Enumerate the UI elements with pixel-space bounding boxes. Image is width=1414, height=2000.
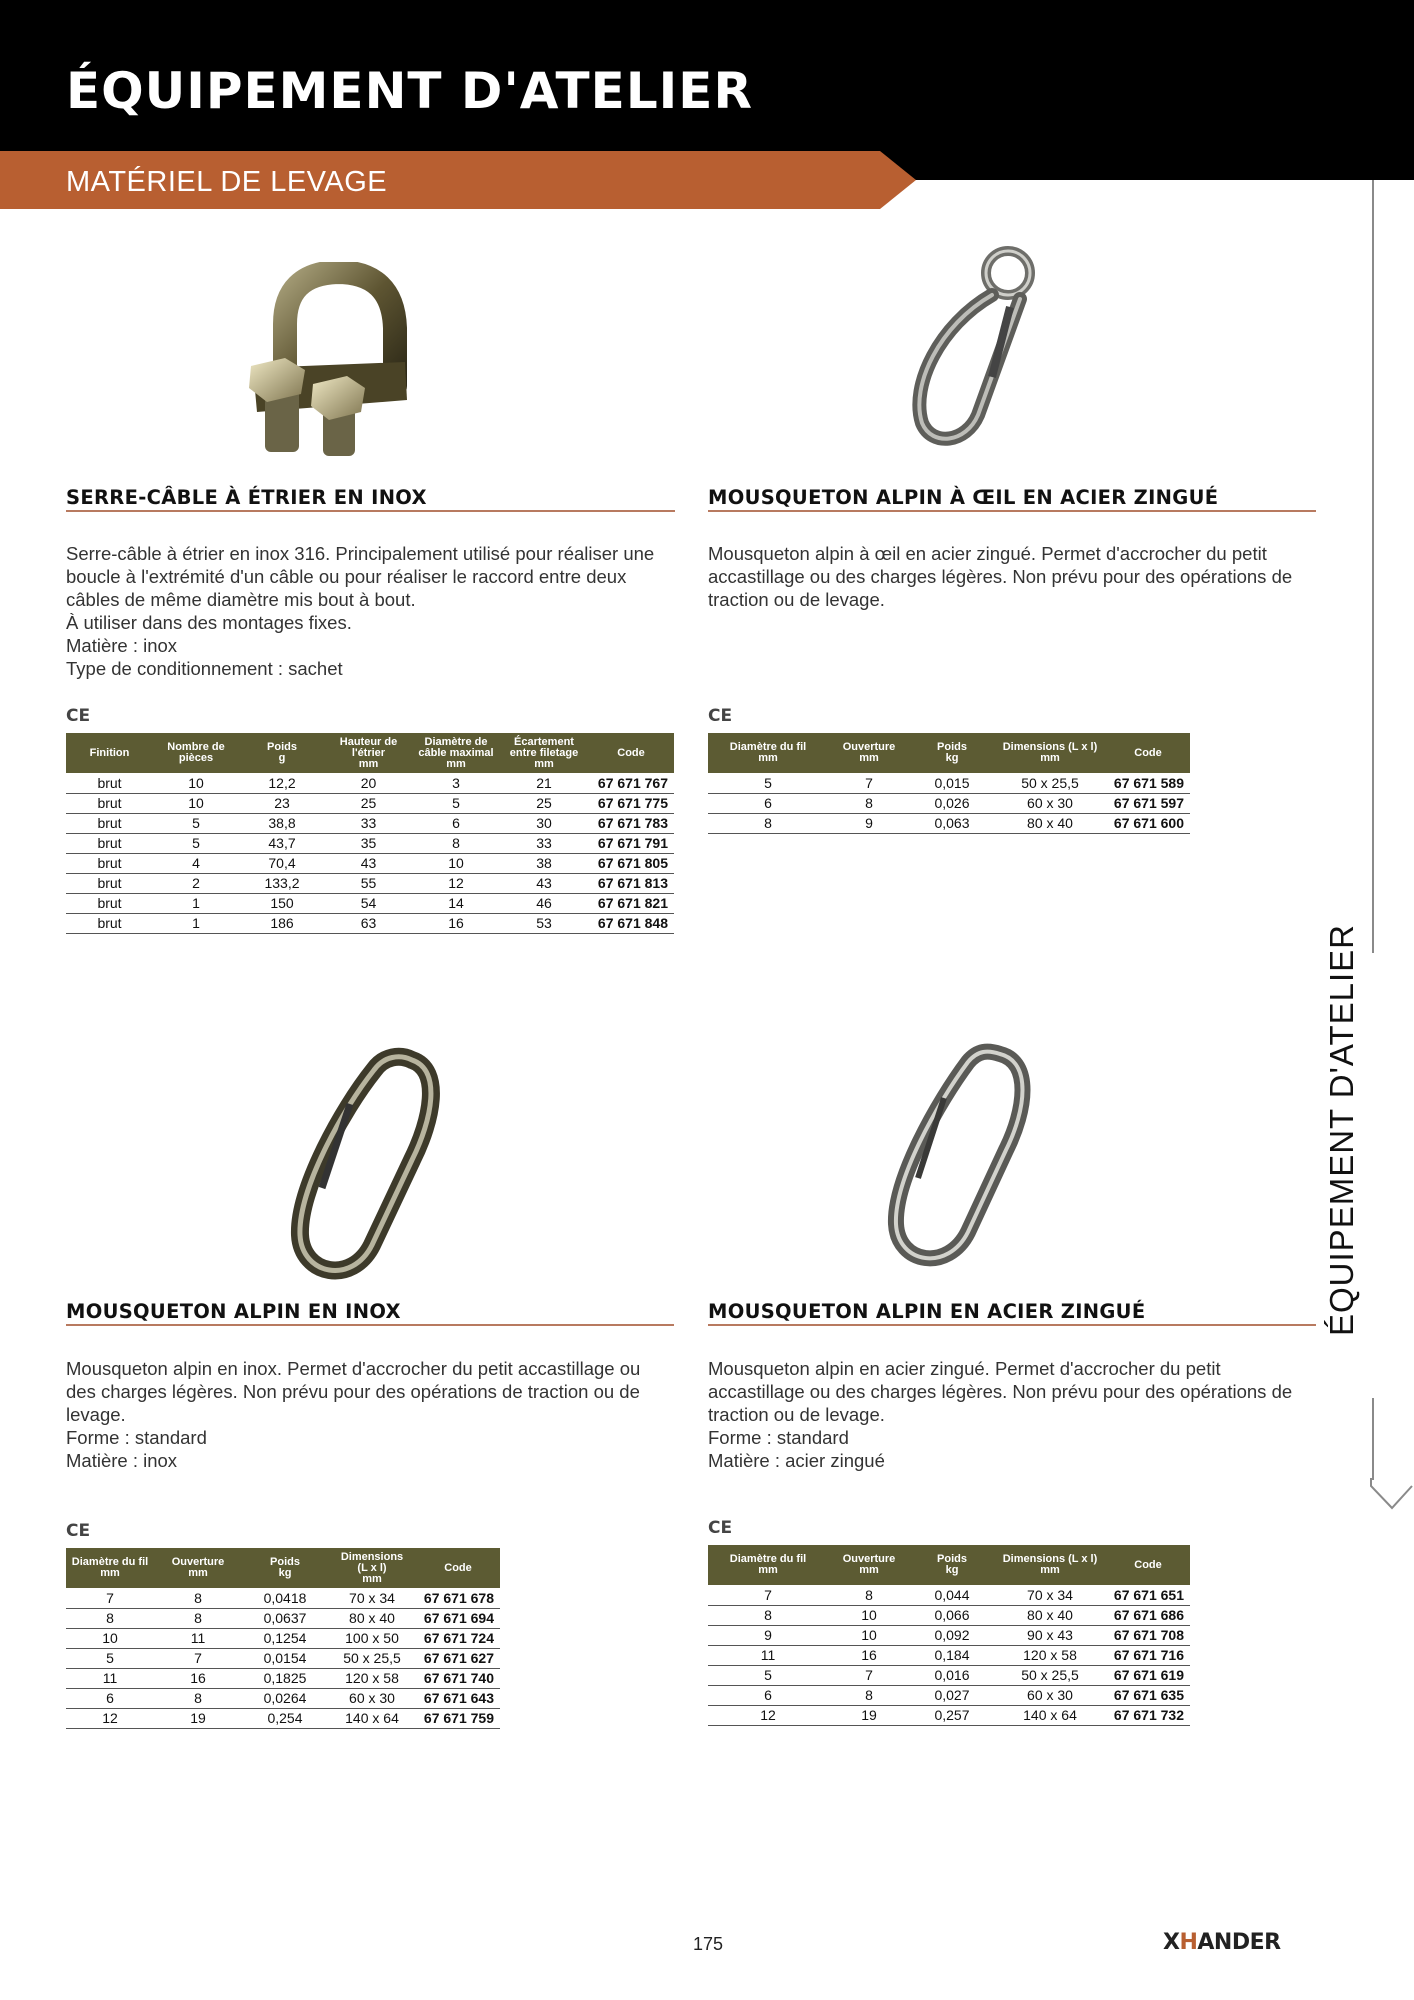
side-arrow-icon <box>1370 1478 1414 1514</box>
table-cell: 80 x 40 <box>994 813 1106 833</box>
table-cell: 4 <box>153 853 239 873</box>
table-cell: 60 x 30 <box>994 1685 1106 1705</box>
table-cell: brut <box>66 873 153 893</box>
column-header: Poids g <box>239 733 325 773</box>
description-line: Serre-câble à étrier en inox 316. Principalement utilisé pour réaliser une <box>66 543 655 564</box>
table-cell: 8 <box>828 793 910 813</box>
table-cell: 10 <box>153 793 239 813</box>
table-cell: 9 <box>708 1625 828 1645</box>
table-cell: 12 <box>66 1708 154 1728</box>
table-cell: 10 <box>828 1625 910 1645</box>
table-cell: 1 <box>153 893 239 913</box>
ce-mark: CE <box>66 706 91 726</box>
ce-mark: CE <box>66 1521 91 1541</box>
product-code: 67 671 791 <box>588 833 674 853</box>
column-header: Code <box>1106 1545 1190 1585</box>
table-cell: 7 <box>708 1585 828 1605</box>
table-cell: 19 <box>154 1708 242 1728</box>
table-row <box>66 1688 500 1708</box>
column-header: Diamètre de câble maximal mm <box>412 733 500 773</box>
spec-table <box>708 733 1190 834</box>
table-cell: 0,0637 <box>242 1608 328 1628</box>
table-cell: brut <box>66 893 153 913</box>
table-cell: brut <box>66 833 153 853</box>
product-code: 67 671 600 <box>1106 813 1190 833</box>
table-cell: 8 <box>154 1608 242 1628</box>
product-description <box>66 542 654 680</box>
table-cell: 0,257 <box>910 1705 994 1725</box>
table-cell: 8 <box>708 813 828 833</box>
description-line: accastillage ou des charges légères. Non prévu pour des opérations de <box>708 566 1293 587</box>
table-cell: 16 <box>154 1668 242 1688</box>
table-cell: 5 <box>708 1665 828 1685</box>
product-code: 67 671 821 <box>588 893 674 913</box>
product-title: MOUSQUETON ALPIN EN ACIER ZINGUÉ <box>708 1300 1146 1323</box>
table-row <box>66 813 674 833</box>
table-cell: 8 <box>66 1608 154 1628</box>
table-cell: 0,044 <box>910 1585 994 1605</box>
product-code: 67 671 732 <box>1106 1705 1190 1725</box>
title-rule <box>66 1324 674 1326</box>
description-line: Mousqueton alpin en acier zingué. Permet d'accrocher du petit <box>708 1358 1221 1379</box>
description-line: traction ou de levage. <box>708 589 885 610</box>
description-line: levage. <box>66 1404 126 1425</box>
table-row <box>66 1608 500 1628</box>
page-number: 175 <box>693 1934 724 1954</box>
column-header: Ouverture mm <box>828 1545 910 1585</box>
table-cell: 20 <box>325 773 412 793</box>
table-row <box>66 793 674 813</box>
table-cell: 0,092 <box>910 1625 994 1645</box>
table-row <box>708 1685 1190 1705</box>
table-cell: 46 <box>500 893 588 913</box>
product-code: 67 671 813 <box>588 873 674 893</box>
page-title: ÉQUIPEMENT D'ATELIER <box>66 62 753 120</box>
ce-mark: CE <box>708 706 733 726</box>
product-code: 67 671 643 <box>416 1688 500 1708</box>
product-code: 67 671 589 <box>1106 773 1190 793</box>
table-cell: brut <box>66 773 153 793</box>
table-cell: 35 <box>325 833 412 853</box>
table-cell: 6 <box>412 813 500 833</box>
product-code: 67 671 775 <box>588 793 674 813</box>
table-cell: 33 <box>325 813 412 833</box>
column-header: Écartement entre filetage mm <box>500 733 588 773</box>
spec-table <box>66 733 674 934</box>
table-cell: 38,8 <box>239 813 325 833</box>
description-line: Matière : inox <box>66 635 178 656</box>
table-row <box>66 853 674 873</box>
product-description <box>66 1357 640 1472</box>
table-row <box>708 1585 1190 1605</box>
product-title: MOUSQUETON ALPIN À ŒIL EN ACIER ZINGUÉ <box>708 486 1219 509</box>
table-cell: 0,0264 <box>242 1688 328 1708</box>
table-cell: 60 x 30 <box>994 793 1106 813</box>
column-header: Poids kg <box>910 733 994 773</box>
table-cell: 0,1825 <box>242 1668 328 1688</box>
table-cell: 133,2 <box>239 873 325 893</box>
table-row <box>66 1628 500 1648</box>
table-cell: 16 <box>412 913 500 933</box>
table-cell: 0,066 <box>910 1605 994 1625</box>
table-cell: 10 <box>153 773 239 793</box>
table-row <box>66 873 674 893</box>
table-cell: 55 <box>325 873 412 893</box>
table-cell: brut <box>66 853 153 873</box>
table-cell: 38 <box>500 853 588 873</box>
product-code: 67 671 678 <box>416 1588 500 1608</box>
table-cell: 43,7 <box>239 833 325 853</box>
table-cell: 8 <box>154 1688 242 1708</box>
table-row <box>66 893 674 913</box>
table-cell: 8 <box>828 1685 910 1705</box>
column-header: Diamètre du fil mm <box>66 1548 154 1588</box>
table-cell: 0,0418 <box>242 1588 328 1608</box>
table-cell: 2 <box>153 873 239 893</box>
table-cell: 7 <box>154 1648 242 1668</box>
product-description <box>708 1357 1292 1472</box>
column-header: Finition <box>66 733 153 773</box>
side-rule-bottom <box>1372 1398 1374 1480</box>
table-cell: 16 <box>828 1645 910 1665</box>
description-line: Forme : standard <box>66 1427 207 1448</box>
table-cell: 21 <box>500 773 588 793</box>
column-header: Ouverture mm <box>154 1548 242 1588</box>
column-header: Hauteur de l'étrier mm <box>325 733 412 773</box>
table-row <box>708 1705 1190 1725</box>
column-header: Dimensions (L x l) mm <box>994 733 1106 773</box>
table-cell: 0,016 <box>910 1665 994 1685</box>
description-line: Matière : inox <box>66 1450 178 1471</box>
table-cell: 5 <box>412 793 500 813</box>
table-cell: 70,4 <box>239 853 325 873</box>
section-title: MATÉRIEL DE LEVAGE <box>66 166 388 198</box>
table-cell: 11 <box>66 1668 154 1688</box>
table-row <box>66 1708 500 1728</box>
product-title: MOUSQUETON ALPIN EN INOX <box>66 1300 401 1323</box>
product-code: 67 671 597 <box>1106 793 1190 813</box>
table-cell: 6 <box>708 793 828 813</box>
title-rule <box>66 510 675 512</box>
table-cell: 7 <box>828 773 910 793</box>
table-cell: 50 x 25,5 <box>994 1665 1106 1685</box>
column-header: Code <box>416 1548 500 1588</box>
column-header: Ouverture mm <box>828 733 910 773</box>
table-cell: 14 <box>412 893 500 913</box>
table-row <box>708 1645 1190 1665</box>
product-code: 67 671 848 <box>588 913 674 933</box>
spec-table <box>66 1548 500 1729</box>
table-cell: 60 x 30 <box>328 1688 416 1708</box>
table-cell: 10 <box>66 1628 154 1648</box>
table-cell: 140 x 64 <box>328 1708 416 1728</box>
table-cell: 80 x 40 <box>328 1608 416 1628</box>
eye-carabiner-image <box>880 235 1060 450</box>
description-line: Type de conditionnement : sachet <box>66 658 343 679</box>
table-cell: 25 <box>325 793 412 813</box>
table-cell: 11 <box>154 1628 242 1648</box>
table-cell: 25 <box>500 793 588 813</box>
product-code: 67 671 694 <box>416 1608 500 1628</box>
table-row <box>708 793 1190 813</box>
table-row <box>708 1625 1190 1645</box>
description-line: traction ou de levage. <box>708 1404 885 1425</box>
table-cell: 0,026 <box>910 793 994 813</box>
table-cell: 8 <box>412 833 500 853</box>
description-line: accastillage ou des charges légères. Non prévu pour des opérations de <box>708 1381 1293 1402</box>
table-cell: 5 <box>153 833 239 853</box>
description-line: des charges légères. Non prévu pour des opérations de traction ou de <box>66 1381 640 1402</box>
column-header: Dimensions (L x l) mm <box>994 1545 1106 1585</box>
table-cell: 0,1254 <box>242 1628 328 1648</box>
table-cell: 23 <box>239 793 325 813</box>
column-header: Poids kg <box>910 1545 994 1585</box>
table-cell: 0,184 <box>910 1645 994 1665</box>
description-line: Mousqueton alpin en inox. Permet d'accrocher du petit accastillage ou <box>66 1358 641 1379</box>
table-cell: 90 x 43 <box>994 1625 1106 1645</box>
table-cell: 0,027 <box>910 1685 994 1705</box>
table-row <box>66 913 674 933</box>
table-cell: 0,0154 <box>242 1648 328 1668</box>
table-row <box>66 773 674 793</box>
product-description <box>708 542 1292 611</box>
description-line: Forme : standard <box>708 1427 849 1448</box>
table-cell: 100 x 50 <box>328 1628 416 1648</box>
table-cell: 54 <box>325 893 412 913</box>
column-header: Dimensions (L x l) mm <box>328 1548 416 1588</box>
table-cell: 5 <box>708 773 828 793</box>
side-rule-top <box>1372 180 1374 953</box>
table-cell: 150 <box>239 893 325 913</box>
product-code: 67 671 759 <box>416 1708 500 1728</box>
table-cell: 186 <box>239 913 325 933</box>
table-row <box>708 1605 1190 1625</box>
table-cell: 7 <box>828 1665 910 1685</box>
table-row <box>66 833 674 853</box>
table-row <box>708 813 1190 833</box>
table-cell: 0,063 <box>910 813 994 833</box>
column-header: Code <box>1106 733 1190 773</box>
product-code: 67 671 627 <box>416 1648 500 1668</box>
product-code: 67 671 740 <box>416 1668 500 1688</box>
table-cell: 19 <box>828 1705 910 1725</box>
table-cell: 6 <box>708 1685 828 1705</box>
column-header: Diamètre du fil mm <box>708 1545 828 1585</box>
table-cell: 10 <box>412 853 500 873</box>
ce-mark: CE <box>708 1518 733 1538</box>
table-cell: 10 <box>828 1605 910 1625</box>
table-cell: 8 <box>708 1605 828 1625</box>
table-cell: 70 x 34 <box>328 1588 416 1608</box>
product-code: 67 671 716 <box>1106 1645 1190 1665</box>
table-cell: 3 <box>412 773 500 793</box>
table-cell: 70 x 34 <box>994 1585 1106 1605</box>
table-cell: brut <box>66 913 153 933</box>
table-cell: 50 x 25,5 <box>994 773 1106 793</box>
table-row <box>66 1668 500 1688</box>
description-line: À utiliser dans des montages fixes. <box>66 612 352 633</box>
inox-carabiner-image <box>262 1040 462 1285</box>
table-cell: brut <box>66 813 153 833</box>
table-cell: 11 <box>708 1645 828 1665</box>
table-cell: 0,254 <box>242 1708 328 1728</box>
table-cell: brut <box>66 793 153 813</box>
product-code: 67 671 619 <box>1106 1665 1190 1685</box>
table-cell: 12 <box>708 1705 828 1725</box>
table-cell: 33 <box>500 833 588 853</box>
product-code: 67 671 805 <box>588 853 674 873</box>
description-line: Matière : acier zingué <box>708 1450 885 1471</box>
table-cell: 7 <box>66 1588 154 1608</box>
table-cell: 120 x 58 <box>994 1645 1106 1665</box>
table-row <box>708 1665 1190 1685</box>
table-cell: 50 x 25,5 <box>328 1648 416 1668</box>
description-line: boucle à l'extrémité d'un câble ou pour réaliser le raccord entre deux <box>66 566 627 587</box>
table-cell: 5 <box>153 813 239 833</box>
brand-logo: XHANDER <box>1163 1930 1281 1955</box>
table-cell: 63 <box>325 913 412 933</box>
column-header: Poids kg <box>242 1548 328 1588</box>
table-cell: 1 <box>153 913 239 933</box>
table-cell: 6 <box>66 1688 154 1708</box>
description-line: Mousqueton alpin à œil en acier zingué. Permet d'accrocher du petit <box>708 543 1267 564</box>
description-line: câbles de même diamètre mis bout à bout. <box>66 589 416 610</box>
product-code: 67 671 651 <box>1106 1585 1190 1605</box>
table-cell: 8 <box>828 1585 910 1605</box>
table-cell: 120 x 58 <box>328 1668 416 1688</box>
table-cell: 12 <box>412 873 500 893</box>
wire-rope-clip-image <box>245 262 415 460</box>
product-code: 67 671 767 <box>588 773 674 793</box>
zinc-carabiner-image <box>860 1032 1050 1272</box>
product-title: SERRE-CÂBLE À ÉTRIER EN INOX <box>66 486 427 509</box>
table-cell: 140 x 64 <box>994 1705 1106 1725</box>
table-row <box>66 1588 500 1608</box>
table-cell: 30 <box>500 813 588 833</box>
table-cell: 43 <box>500 873 588 893</box>
table-cell: 5 <box>66 1648 154 1668</box>
title-rule <box>708 510 1316 512</box>
title-rule <box>708 1324 1316 1326</box>
table-cell: 0,015 <box>910 773 994 793</box>
table-cell: 12,2 <box>239 773 325 793</box>
column-header: Diamètre du fil mm <box>708 733 828 773</box>
column-header: Nombre de pièces <box>153 733 239 773</box>
table-cell: 8 <box>154 1588 242 1608</box>
spec-table <box>708 1545 1190 1726</box>
product-code: 67 671 724 <box>416 1628 500 1648</box>
product-code: 67 671 635 <box>1106 1685 1190 1705</box>
table-row <box>708 773 1190 793</box>
column-header: Code <box>588 733 674 773</box>
table-cell: 53 <box>500 913 588 933</box>
table-row <box>66 1648 500 1668</box>
table-cell: 43 <box>325 853 412 873</box>
product-code: 67 671 708 <box>1106 1625 1190 1645</box>
table-cell: 80 x 40 <box>994 1605 1106 1625</box>
product-code: 67 671 783 <box>588 813 674 833</box>
product-code: 67 671 686 <box>1106 1605 1190 1625</box>
table-cell: 9 <box>828 813 910 833</box>
